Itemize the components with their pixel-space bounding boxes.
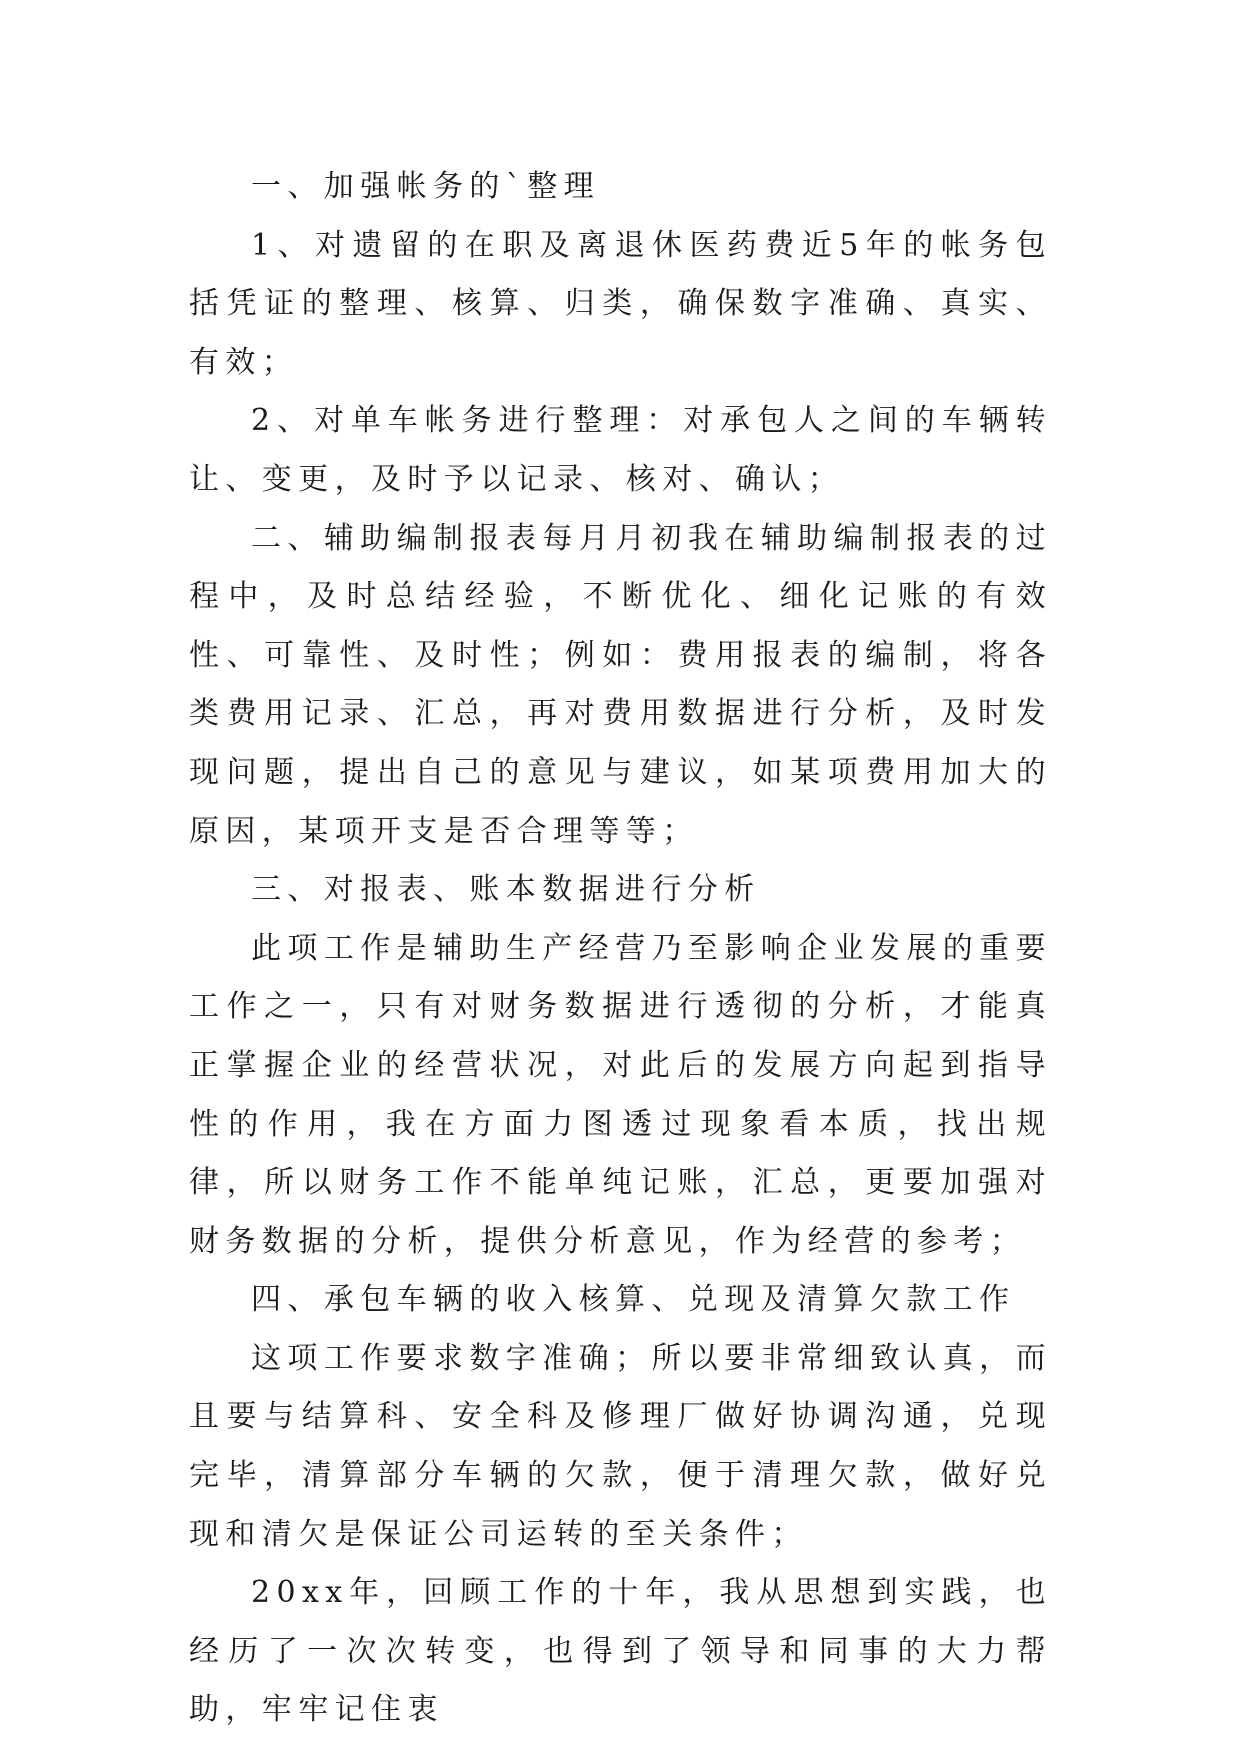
- paragraph-review: 20xx年，回顾工作的十年，我从思想到实践，也经历了一次次转变，也得到了领导和同事的大力帮助，牢牢记住衷: [189, 1575, 1052, 1728]
- paragraph-item-2: 2、对单车帐务进行整理：对承包人之间的车辆转让、变更，及时予以记录、核对、确认；: [189, 403, 1052, 497]
- section-heading-2: 二、辅助编制报表每月月初我在辅助编制报表的过程中，及时总结经验，不断优化、细化记账的有效性、可靠性、及时性；例如：费用报表的编制，将各类费用记录、汇总，再对费用数据进行分析，及时发现问题，提出自己的意见与建议，如某项费用加大的原因，某项开支是否合理等等；: [189, 520, 1052, 849]
- paragraph-item-1: 1、对遗留的在职及离退休医药费近5年的帐务包括凭证的整理、核算、归类，确保数字准确、真实、有效；: [189, 227, 1052, 380]
- document-body: [189, 158, 1052, 1740]
- section-heading-3: 三、对报表、账本数据进行分析: [251, 872, 761, 908]
- section-heading-1: 一、加强帐务的`整理: [251, 169, 600, 204]
- paragraph-analysis: 此项工作是辅助生产经营乃至影响企业发展的重要工作之一，只有对财务数据进行透彻的分析，才能真正掌握企业的经营状况，对此后的发展方向起到指导性的作用，我在方面力图透过现象看本质，找出规律，所以财务工作不能单纯记账，汇总，更要加强对财务数据的分析，提供分析意见，作为经营的参考；: [189, 930, 1052, 1259]
- section-heading-4: 四、承包车辆的收入核算、兑现及清算欠款工作: [251, 1282, 1016, 1318]
- paragraph-settlement: 这项工作要求数字准确；所以要非常细致认真，而且要与结算科、安全科及修理厂做好协调沟通，兑现完毕，清算部分车辆的欠款，便于清理欠款，做好兑现和清欠是保证公司运转的至关条件；: [189, 1340, 1052, 1552]
